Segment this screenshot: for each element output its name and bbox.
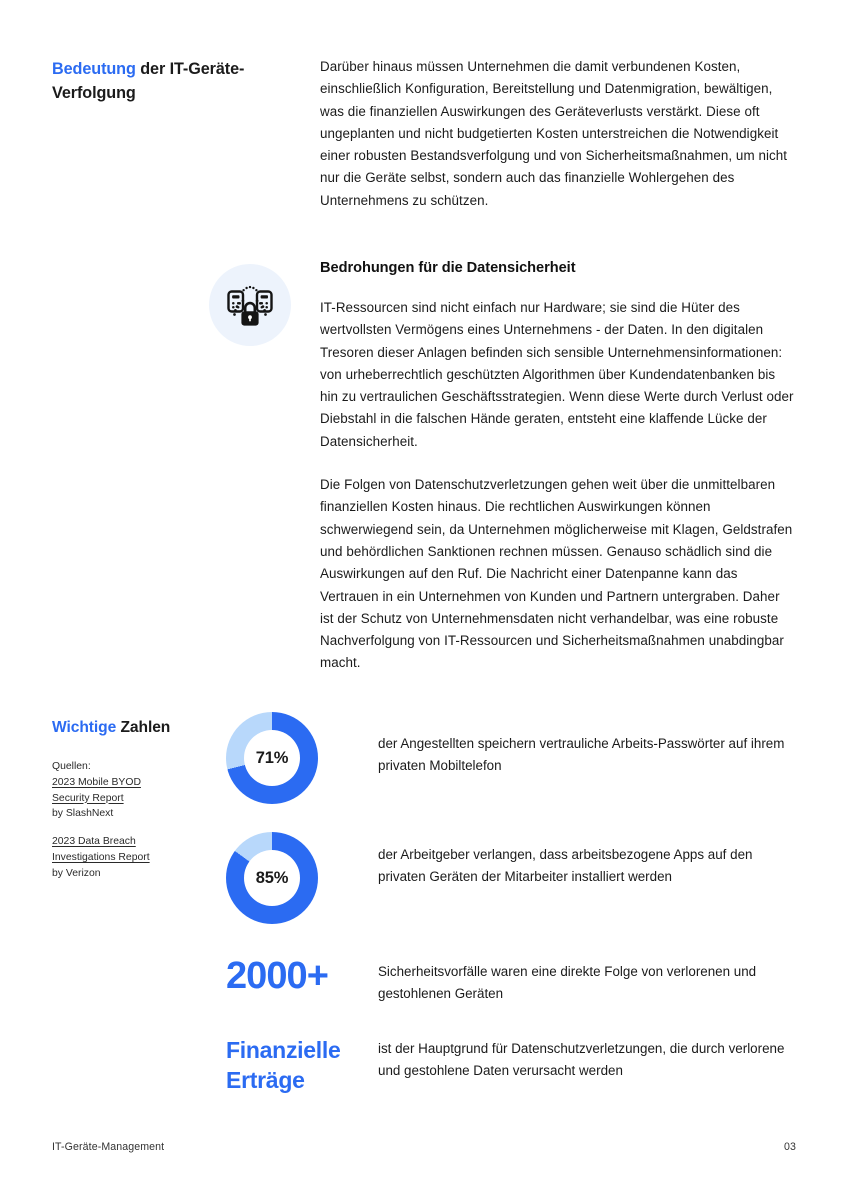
source-attribution: by Verizon bbox=[52, 867, 101, 879]
stat-figure bbox=[220, 955, 378, 997]
sources-label: Quellen: bbox=[52, 761, 91, 772]
donut-value-label: 71% bbox=[244, 730, 300, 786]
devices-lock-icon bbox=[209, 264, 291, 346]
source-link-line-1[interactable]: 2023 Mobile BYOD bbox=[52, 776, 141, 788]
footer-document-title: IT-Geräte-Management bbox=[52, 1141, 165, 1153]
importance-heading-rest: der IT-Geräte-Verfolgung bbox=[52, 60, 245, 102]
threats-section bbox=[52, 258, 796, 675]
sources-list bbox=[52, 759, 220, 882]
stat-row bbox=[220, 955, 796, 1006]
threats-paragraph-2: Die Folgen von Datenschutzverletzungen gehen weit über die unmittelbaren finanziellen Kosten hinaus. Die rechtlichen Auswirkungen können schwerwiegend sein, da Unternehmen möglicherweise mit Klagen, Geldstrafen und behördlichen Sanktionen rechnen müssen. Genauso schädlich sind die Auswirkungen auf den Ruf. Die Nachricht einer Datenpanne kann das Vertrauen in ein Unternehmen von Kunden und Partnern untergraben. Daher ist der Schutz von Unternehmensdaten nicht verhandelbar, was eine robuste Nachverfolgung von IT-Ressourcen und Sicherheitsmaßnahmen unabdingbar macht. bbox=[320, 477, 793, 671]
stat-figure bbox=[220, 832, 378, 924]
source-link-line-2[interactable]: Security Report bbox=[52, 792, 124, 804]
stat-row bbox=[220, 1035, 796, 1095]
stat-description: der Angestellten speichern vertrauliche Arbeits-Passwörter auf ihrem privaten Mobiltelefon bbox=[378, 736, 785, 774]
source-item bbox=[52, 834, 220, 881]
threats-body bbox=[300, 258, 796, 675]
donut-chart-85 bbox=[226, 832, 318, 924]
stat-figure bbox=[220, 712, 378, 804]
donut-value-label: 85% bbox=[244, 850, 300, 906]
stat-description: der Arbeitgeber verlangen, dass arbeitsbezogene Apps auf den privaten Geräten der Mitarbeiter installiert werden bbox=[378, 847, 753, 885]
stat-row bbox=[220, 712, 796, 804]
source-attribution: by SlashNext bbox=[52, 808, 114, 820]
stat-figure bbox=[220, 1035, 378, 1095]
key-figures-left-column bbox=[52, 718, 220, 882]
key-figures-heading-rest: Zahlen bbox=[116, 719, 171, 736]
key-figures-section bbox=[52, 718, 796, 1095]
threats-title: Bedrohungen für die Datensicherheit bbox=[320, 260, 576, 276]
key-figures-heading bbox=[52, 718, 220, 738]
importance-section bbox=[52, 56, 796, 212]
stat-description: Sicherheitsvorfälle waren eine direkte Folge von verlorenen und gestohlenen Geräten bbox=[378, 964, 757, 1002]
footer-page-number: 03 bbox=[784, 1141, 796, 1153]
stat-row bbox=[220, 832, 796, 924]
threats-icon-column bbox=[52, 258, 300, 346]
importance-heading-accent: Bedeutung bbox=[52, 60, 136, 78]
stat-big-number: 2000+ bbox=[226, 955, 328, 997]
importance-paragraph: Darüber hinaus müssen Unternehmen die damit verbundenen Kosten, einschließlich Konfiguration, Bereitstellung und Datenmigration, bewältigen, was die finanziellen Auswirkungen des Geräteverlusts verstärkt. Diese oft ungeplanten und nicht budgetierten Kosten unterstreichen die Notwendigkeit einer robusten Bestandsverfolgung und von Sicherheitsmaßnahmen, um nicht nur die Geräte selbst, sondern auch das finanzielle Wohlergehen des Unternehmens zu schützen. bbox=[320, 59, 788, 208]
source-item bbox=[52, 775, 220, 822]
importance-body bbox=[300, 56, 796, 212]
source-link-line-1[interactable]: 2023 Data Breach bbox=[52, 836, 136, 848]
stat-description: ist der Hauptgrund für Datenschutzverletzungen, die durch verlorene und gestohlene Daten verursacht werden bbox=[378, 1040, 785, 1078]
key-figures-heading-accent: Wichtige bbox=[52, 719, 117, 736]
threats-paragraph-1: IT-Ressourcen sind nicht einfach nur Hardware; sie sind die Hüter des wertvollsten Vermögens eines Unternehmens - der Daten. In den digitalen Tresoren dieser Anlagen befinden sich sensible Unternehmensinformationen: von urheberrechtlich geschützten Algorithmen über Kundendatenbanken bis hin zu vertraulichen Geschäftsstrategien. Wenn diese Werte durch Verlust oder Diebstahl in die falschen Hände geraten, entsteht eine klaffende Lücke der Datensicherheit. bbox=[320, 300, 794, 449]
importance-heading bbox=[52, 56, 300, 105]
page-footer bbox=[52, 1141, 796, 1153]
source-link-line-2[interactable]: Investigations Report bbox=[52, 851, 150, 863]
stat-big-word: Finanzielle Erträge bbox=[226, 1036, 341, 1093]
donut-chart-71 bbox=[226, 712, 318, 804]
key-figures-items bbox=[220, 718, 796, 1095]
